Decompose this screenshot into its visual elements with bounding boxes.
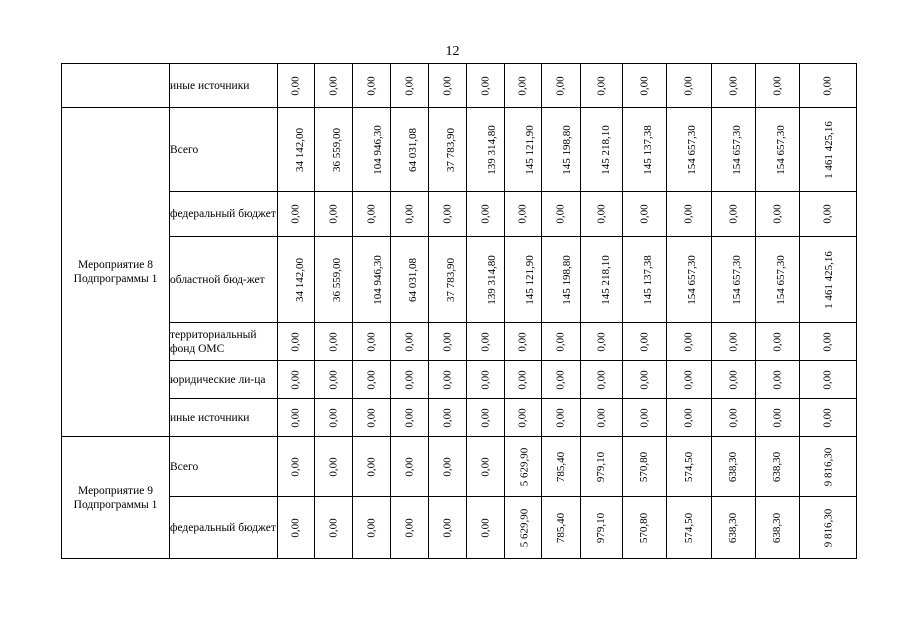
- value-cell: [667, 192, 712, 237]
- amount-value: 0,00: [595, 331, 608, 352]
- amount-value: 145 198,80: [560, 124, 573, 175]
- value-cell: [712, 399, 756, 437]
- value-cell: [278, 399, 315, 437]
- amount-value: 0,00: [517, 369, 529, 390]
- amount-value: 0,00: [479, 517, 492, 538]
- value-cell: [623, 192, 667, 237]
- value-cell: [623, 437, 667, 497]
- value-cell: [467, 497, 505, 559]
- value-cell: [315, 192, 353, 237]
- value-cell: [467, 361, 505, 399]
- amount-value: 638,30: [771, 451, 784, 482]
- table-row: [62, 437, 857, 497]
- amount-value: 154 657,30: [685, 124, 698, 175]
- value-cell: [756, 64, 800, 108]
- table-row: [62, 399, 857, 437]
- value-cell: [429, 237, 467, 323]
- funding-source-cell: Всего: [170, 437, 278, 497]
- table-row: [62, 64, 857, 108]
- amount-value: 139 314,80: [485, 124, 498, 175]
- value-cell: [429, 64, 467, 108]
- value-cell: [429, 192, 467, 237]
- amount-value: 0,00: [403, 75, 416, 96]
- table-row: [62, 323, 857, 361]
- value-cell: [623, 361, 667, 399]
- amount-value: 0,00: [638, 75, 651, 96]
- value-cell: [667, 323, 712, 361]
- value-cell: [712, 192, 756, 237]
- value-cell: [542, 108, 581, 192]
- amount-value: 0,00: [290, 331, 302, 352]
- amount-value: 0,00: [290, 75, 302, 96]
- amount-value: 0,00: [365, 517, 378, 538]
- funding-source-cell: Всего: [170, 108, 278, 192]
- value-cell: [429, 437, 467, 497]
- amount-value: 0,00: [290, 517, 302, 538]
- funding-source-cell: иные источники: [170, 64, 278, 108]
- value-cell: [467, 64, 505, 108]
- value-cell: [800, 437, 857, 497]
- amount-value: 0,00: [403, 517, 416, 538]
- value-cell: [667, 437, 712, 497]
- amount-value: 9 816,30: [822, 508, 834, 547]
- amount-value: 0,00: [290, 369, 302, 390]
- amount-value: 0,00: [403, 331, 416, 352]
- funding-source-cell: федеральный бюджет: [170, 192, 278, 237]
- event-name-cell: [62, 64, 170, 108]
- amount-value: 1 461 425,16: [822, 120, 835, 179]
- amount-value: 0,00: [327, 407, 340, 428]
- value-cell: [391, 323, 429, 361]
- value-cell: [353, 323, 391, 361]
- value-cell: [756, 237, 800, 323]
- value-cell: [623, 497, 667, 559]
- amount-value: 979,10: [595, 512, 608, 543]
- amount-value: 570,80: [638, 451, 651, 482]
- value-cell: [315, 64, 353, 108]
- amount-value: 0,00: [441, 456, 454, 477]
- amount-value: 0,00: [479, 331, 492, 352]
- amount-value: 0,00: [683, 407, 695, 428]
- amount-value: 0,00: [683, 204, 695, 224]
- amount-value: 0,00: [327, 456, 340, 477]
- value-cell: [581, 192, 623, 237]
- amount-value: 0,00: [555, 331, 567, 352]
- amount-value: 0,00: [441, 517, 454, 538]
- value-cell: [467, 108, 505, 192]
- amount-value: 0,00: [683, 331, 695, 352]
- value-cell: [800, 192, 857, 237]
- amount-value: 104 946,30: [371, 254, 384, 305]
- value-cell: [353, 108, 391, 192]
- amount-value: 0,00: [327, 331, 340, 352]
- amount-value: 0,00: [403, 407, 416, 428]
- value-cell: [391, 108, 429, 192]
- value-cell: [800, 399, 857, 437]
- amount-value: 37 783,90: [445, 127, 457, 172]
- value-cell: [467, 323, 505, 361]
- value-cell: [505, 361, 542, 399]
- funding-source-cell: территориальный фонд ОМС: [170, 323, 278, 361]
- value-cell: [391, 237, 429, 323]
- value-cell: [429, 399, 467, 437]
- value-cell: [756, 437, 800, 497]
- amount-value: 0,00: [327, 204, 340, 224]
- amount-value: 0,00: [638, 204, 651, 224]
- value-cell: [581, 361, 623, 399]
- value-cell: [800, 361, 857, 399]
- value-cell: [712, 108, 756, 192]
- amount-value: 638,30: [771, 512, 784, 543]
- budget-table: [61, 63, 857, 559]
- amount-value: 0,00: [555, 75, 567, 96]
- amount-value: 0,00: [638, 369, 651, 390]
- amount-value: 0,00: [771, 407, 784, 428]
- value-cell: [581, 437, 623, 497]
- value-cell: [467, 237, 505, 323]
- value-cell: [467, 399, 505, 437]
- amount-value: 0,00: [595, 75, 608, 96]
- value-cell: [542, 497, 581, 559]
- amount-value: 1 461 425,16: [822, 250, 835, 309]
- amount-value: 0,00: [555, 369, 567, 390]
- value-cell: [542, 192, 581, 237]
- amount-value: 0,00: [822, 75, 834, 96]
- event-name-cell: Мероприятие 9 Подпрограммы 1: [62, 437, 170, 559]
- amount-value: 0,00: [365, 407, 378, 428]
- amount-value: 0,00: [638, 407, 651, 428]
- value-cell: [623, 108, 667, 192]
- value-cell: [391, 497, 429, 559]
- page-number: 12: [445, 44, 460, 59]
- amount-value: 154 657,30: [730, 254, 743, 305]
- amount-value: 0,00: [327, 517, 340, 538]
- amount-value: 0,00: [290, 204, 302, 224]
- value-cell: [278, 108, 315, 192]
- amount-value: 0,00: [555, 407, 567, 428]
- amount-value: 0,00: [365, 204, 378, 224]
- funding-source-cell: федеральный бюджет: [170, 497, 278, 559]
- funding-source-cell: юридические ли-ца: [170, 361, 278, 399]
- value-cell: [315, 237, 353, 323]
- value-cell: [429, 361, 467, 399]
- amount-value: 570,80: [638, 512, 651, 543]
- amount-value: 0,00: [727, 331, 740, 352]
- value-cell: [712, 64, 756, 108]
- amount-value: 0,00: [403, 456, 416, 477]
- value-cell: [353, 497, 391, 559]
- amount-value: 0,00: [727, 75, 740, 96]
- amount-value: 0,00: [727, 204, 740, 224]
- table-row: [62, 237, 857, 323]
- value-cell: [581, 237, 623, 323]
- table-row: [62, 192, 857, 237]
- amount-value: 0,00: [771, 75, 784, 96]
- amount-value: 64 031,08: [407, 127, 419, 172]
- amount-value: 0,00: [771, 204, 784, 224]
- value-cell: [505, 192, 542, 237]
- amount-value: 154 657,30: [774, 254, 787, 305]
- value-cell: [353, 192, 391, 237]
- amount-value: 154 657,30: [685, 254, 698, 305]
- amount-value: 0,00: [595, 204, 608, 224]
- value-cell: [756, 497, 800, 559]
- value-cell: [712, 437, 756, 497]
- amount-value: 0,00: [290, 456, 302, 477]
- value-cell: [667, 64, 712, 108]
- amount-value: 638,30: [727, 512, 740, 543]
- amount-value: 0,00: [517, 407, 529, 428]
- value-cell: [623, 323, 667, 361]
- value-cell: [581, 108, 623, 192]
- value-cell: [800, 323, 857, 361]
- value-cell: [756, 399, 800, 437]
- value-cell: [467, 192, 505, 237]
- table-row: [62, 108, 857, 192]
- value-cell: [800, 64, 857, 108]
- amount-value: 0,00: [479, 75, 492, 96]
- value-cell: [278, 361, 315, 399]
- amount-value: 0,00: [441, 75, 454, 96]
- amount-value: 104 946,30: [371, 124, 384, 175]
- value-cell: [278, 497, 315, 559]
- value-cell: [712, 237, 756, 323]
- amount-value: 36 559,00: [331, 127, 343, 172]
- value-cell: [505, 437, 542, 497]
- value-cell: [505, 323, 542, 361]
- value-cell: [353, 64, 391, 108]
- value-cell: [667, 399, 712, 437]
- amount-value: 0,00: [683, 75, 695, 96]
- table-row: [62, 497, 857, 559]
- amount-value: 0,00: [727, 407, 740, 428]
- value-cell: [581, 323, 623, 361]
- amount-value: 0,00: [441, 369, 454, 390]
- value-cell: [505, 64, 542, 108]
- value-cell: [278, 64, 315, 108]
- amount-value: 145 137,38: [641, 124, 654, 175]
- amount-value: 979,10: [595, 451, 608, 482]
- amount-value: 0,00: [479, 369, 492, 390]
- amount-value: 34 142,00: [294, 257, 306, 302]
- amount-value: 0,00: [595, 407, 608, 428]
- amount-value: 0,00: [771, 331, 784, 352]
- value-cell: [756, 108, 800, 192]
- value-cell: [800, 108, 857, 192]
- amount-value: 0,00: [403, 369, 416, 390]
- value-cell: [353, 399, 391, 437]
- value-cell: [353, 361, 391, 399]
- value-cell: [505, 399, 542, 437]
- amount-value: 0,00: [822, 204, 834, 224]
- value-cell: [667, 108, 712, 192]
- amount-value: 0,00: [479, 407, 492, 428]
- amount-value: 0,00: [327, 75, 340, 96]
- value-cell: [581, 399, 623, 437]
- amount-value: 0,00: [365, 456, 378, 477]
- amount-value: 145 121,90: [523, 124, 536, 175]
- value-cell: [712, 497, 756, 559]
- amount-value: 0,00: [517, 75, 529, 96]
- amount-value: 37 783,90: [445, 257, 457, 302]
- amount-value: 0,00: [822, 407, 834, 428]
- value-cell: [315, 437, 353, 497]
- amount-value: 0,00: [771, 369, 784, 390]
- amount-value: 5 629,90: [518, 447, 531, 486]
- amount-value: 0,00: [403, 204, 416, 224]
- amount-value: 785,40: [555, 451, 567, 482]
- amount-value: 0,00: [441, 331, 454, 352]
- amount-value: 145 218,10: [599, 254, 612, 305]
- value-cell: [542, 437, 581, 497]
- value-cell: [542, 237, 581, 323]
- value-cell: [429, 497, 467, 559]
- value-cell: [623, 399, 667, 437]
- value-cell: [505, 497, 542, 559]
- amount-value: 0,00: [365, 369, 378, 390]
- value-cell: [429, 323, 467, 361]
- value-cell: [712, 361, 756, 399]
- amount-value: 34 142,00: [294, 127, 306, 172]
- event-name-cell: Мероприятие 8 Подпрограммы 1: [62, 108, 170, 437]
- value-cell: [353, 437, 391, 497]
- value-cell: [391, 437, 429, 497]
- amount-value: 139 314,80: [485, 254, 498, 305]
- amount-value: 145 198,80: [560, 254, 573, 305]
- value-cell: [800, 497, 857, 559]
- amount-value: 5 629,90: [518, 508, 531, 547]
- amount-value: 145 218,10: [599, 124, 612, 175]
- funding-source-cell: областной бюд-жет: [170, 237, 278, 323]
- value-cell: [315, 108, 353, 192]
- amount-value: 0,00: [365, 75, 378, 96]
- value-cell: [353, 237, 391, 323]
- amount-value: 145 121,90: [523, 254, 536, 305]
- value-cell: [315, 361, 353, 399]
- amount-value: 0,00: [727, 369, 740, 390]
- amount-value: 0,00: [441, 204, 454, 224]
- value-cell: [467, 437, 505, 497]
- value-cell: [667, 361, 712, 399]
- value-cell: [756, 192, 800, 237]
- amount-value: 638,30: [727, 451, 740, 482]
- value-cell: [623, 237, 667, 323]
- amount-value: 574,50: [683, 512, 695, 543]
- amount-value: 0,00: [683, 369, 695, 390]
- value-cell: [391, 361, 429, 399]
- value-cell: [315, 323, 353, 361]
- value-cell: [581, 64, 623, 108]
- amount-value: 0,00: [638, 331, 651, 352]
- amount-value: 0,00: [822, 331, 834, 352]
- amount-value: 154 657,30: [774, 124, 787, 175]
- amount-value: 574,50: [683, 451, 695, 482]
- value-cell: [505, 108, 542, 192]
- value-cell: [315, 497, 353, 559]
- table-row: [62, 361, 857, 399]
- amount-value: 0,00: [517, 331, 529, 352]
- value-cell: [623, 64, 667, 108]
- value-cell: [278, 192, 315, 237]
- amount-value: 0,00: [517, 204, 529, 224]
- amount-value: 154 657,30: [730, 124, 743, 175]
- amount-value: 0,00: [479, 456, 492, 477]
- value-cell: [667, 497, 712, 559]
- value-cell: [542, 361, 581, 399]
- amount-value: 0,00: [555, 204, 567, 224]
- amount-value: 0,00: [822, 369, 834, 390]
- amount-value: 785,40: [555, 512, 567, 543]
- value-cell: [667, 237, 712, 323]
- amount-value: 0,00: [479, 204, 492, 224]
- value-cell: [756, 361, 800, 399]
- amount-value: 0,00: [290, 407, 302, 428]
- value-cell: [542, 64, 581, 108]
- value-cell: [278, 237, 315, 323]
- value-cell: [712, 323, 756, 361]
- value-cell: [315, 399, 353, 437]
- amount-value: 0,00: [595, 369, 608, 390]
- amount-value: 0,00: [441, 407, 454, 428]
- value-cell: [278, 323, 315, 361]
- amount-value: 0,00: [327, 369, 340, 390]
- amount-value: 9 816,30: [822, 447, 834, 486]
- value-cell: [581, 497, 623, 559]
- value-cell: [542, 323, 581, 361]
- value-cell: [429, 108, 467, 192]
- value-cell: [278, 437, 315, 497]
- value-cell: [800, 237, 857, 323]
- value-cell: [505, 237, 542, 323]
- value-cell: [391, 399, 429, 437]
- value-cell: [756, 323, 800, 361]
- amount-value: 145 137,38: [641, 254, 654, 305]
- amount-value: 36 559,00: [331, 257, 343, 302]
- funding-source-cell: иные источники: [170, 399, 278, 437]
- value-cell: [542, 399, 581, 437]
- value-cell: [391, 192, 429, 237]
- amount-value: 0,00: [365, 331, 378, 352]
- amount-value: 64 031,08: [407, 257, 419, 302]
- value-cell: [391, 64, 429, 108]
